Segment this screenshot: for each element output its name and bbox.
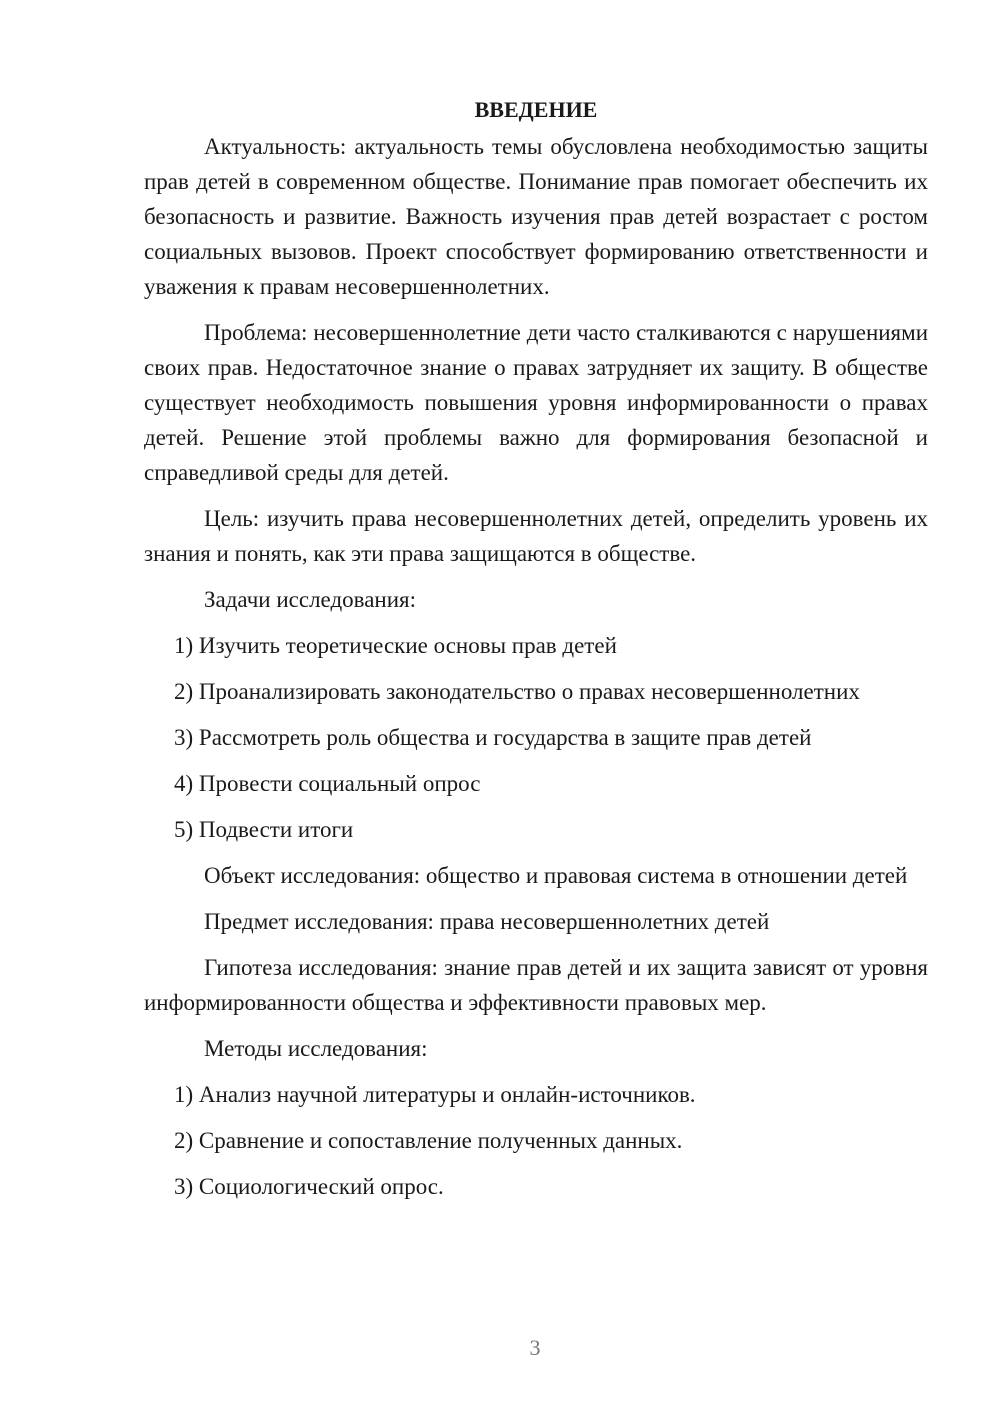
page-number: 3 — [529, 1335, 541, 1360]
task-item: 2) Проанализировать законодательство о правах несовершеннолетних — [174, 679, 860, 704]
goal-paragraph: Цель: изучить права несовершеннолетних детей, определить уровень их знания и понять, как эти права защищаются в обществе. — [144, 506, 928, 566]
hypothesis-paragraph: Гипотеза исследования: знание прав детей и их защита зависят от уровня информированности общества и эффективности правовых мер. — [144, 955, 928, 1015]
task-item: 3) Рассмотреть роль общества и государства в защите прав детей — [174, 725, 812, 750]
task-item: 4) Провести социальный опрос — [174, 771, 481, 796]
task-item: 1) Изучить теоретические основы прав детей — [174, 633, 617, 658]
method-item: 1) Анализ научной литературы и онлайн-источников. — [174, 1082, 696, 1107]
problem-paragraph: Проблема: несовершеннолетние дети часто сталкиваются с нарушениями своих прав. Недостаточное знание о правах затрудняет их защиту. В обществе существует необходимость повышения уровня информированности о правах детей. Решение этой проблемы важно для формирования безопасной и справедливой среды для детей. — [144, 320, 928, 485]
relevance-paragraph: Актуальность: актуальность темы обусловлена необходимостью защиты прав детей в современном обществе. Понимание прав помогает обеспечить их безопасность и развитие. Важность изучения прав детей возрастает с ростом социальных вызовов. Проект способствует формированию ответственности и уважения к правам несовершеннолетних. — [144, 134, 928, 299]
subject-paragraph: Предмет исследования: права несовершеннолетних детей — [204, 909, 770, 934]
method-item: 3) Социологический опрос. — [174, 1174, 444, 1199]
document-page — [144, 92, 928, 1215]
task-item: 5) Подвести итоги — [174, 817, 354, 842]
methods-heading: Методы исследования: — [204, 1036, 428, 1061]
tasks-heading: Задачи исследования: — [204, 587, 417, 612]
page-title: ВВЕДЕНИЕ — [474, 97, 598, 122]
method-item: 2) Сравнение и сопоставление полученных данных. — [174, 1128, 683, 1153]
object-paragraph: Объект исследования: общество и правовая система в отношении детей — [204, 863, 908, 888]
